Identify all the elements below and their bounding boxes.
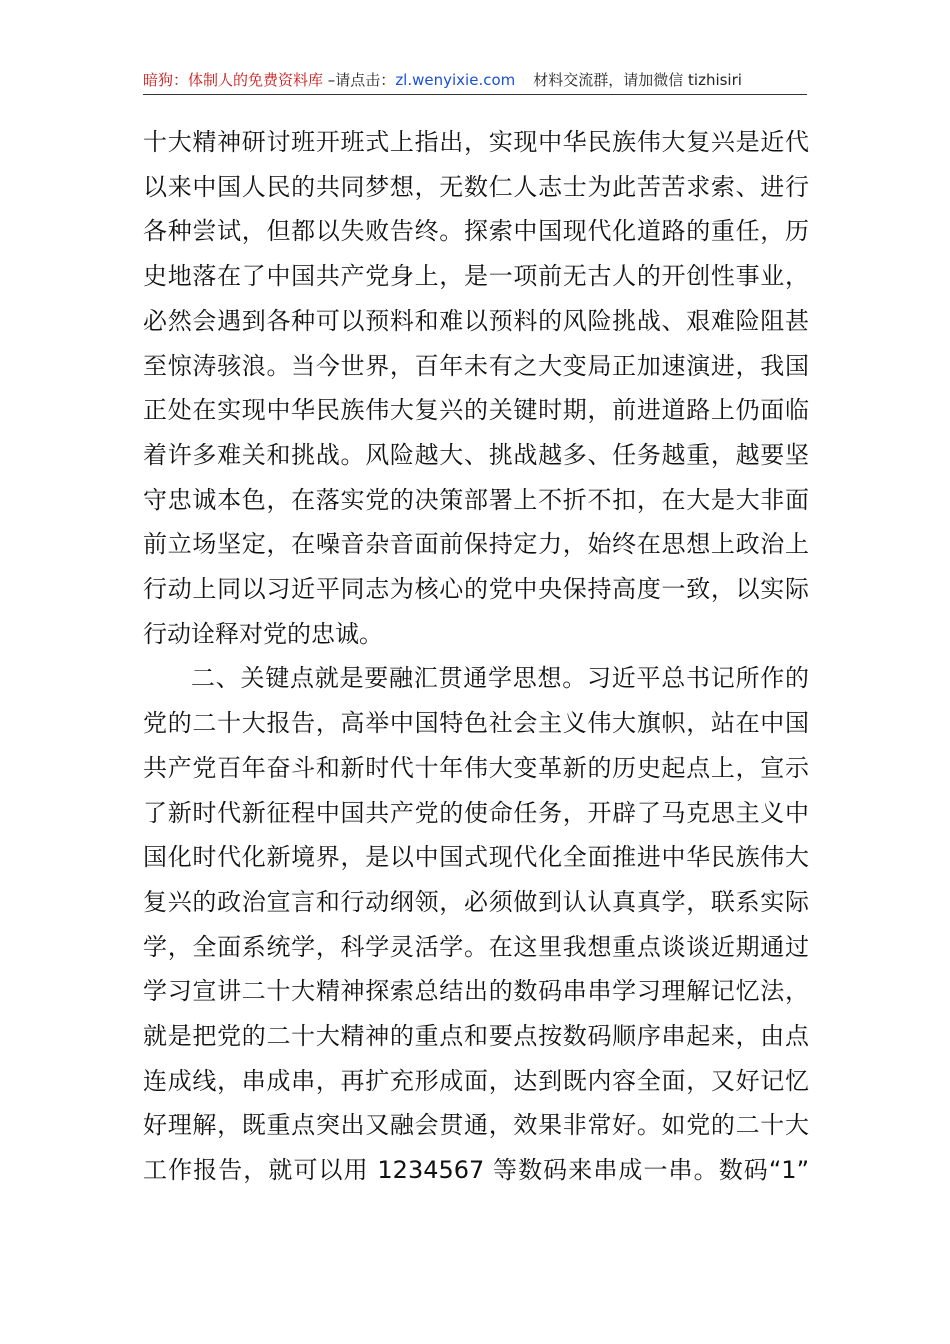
paragraph-2: 二、关键点就是要融汇贯通学思想。习近平总书记所作的党的二十大报告，高举中国特色社会主义伟大旗帜，站在中国共产党百年奋斗和新时代十年伟大变革新的历史起点上，宣示了新时代新征程中国共产党的使命任务，开辟了马克思主义中国化时代化新境界，是以中国式现代化全面推进中华民族伟大复兴的政治宣言和行动纲领，必须做到认认真真学，联系实际学，全面系统学，科学灵活学。在这里我想重点谈谈近期通过学习宣讲二十大精神探索总结出的数码串串学习理解记忆法，就是把党的二十大精神的重点和要点按数码顺序串起来，由点连成线，串成串，再扩充形成面，达到既内容全面，又好记忆好理解，既重点突出又融会贯通，效果非常好。如党的二十大工作报告，就可以用 1234567 等数码来串成一串。数码“1” xyxy=(143,664,809,1185)
paragraph-1: 十大精神研讨班开班式上指出，实现中华民族伟大复兴是近代以来中国人民的共同梦想，无数仁人志士为此苦苦求索、进行各种尝试，但都以失败告终。探索中国现代化道路的重任，历史地落在了中国共产党身上，是一项前无古人的开创性事业，必然会遇到各种可以预料和难以预料的风险挑战、艰难险阻甚至惊涛骇浪。当今世界，百年未有之大变局正加速演进，我国正处在实现中华民族伟大复兴的关键时期，前进道路上仍面临着许多难关和挑战。风险越大、挑战越多、任务越重，越要坚守忠诚本色，在落实党的决策部署上不折不扣，在大是大非面前立场坚定，在噪音杂音面前保持定力，始终在思想上政治上行动上同以习近平同志为核心的党中央保持高度一致，以实际行动诠释对党的忠诚。 xyxy=(143,128,809,648)
header-wechat-group: 材料交流群，请加微信 tizhisiri xyxy=(533,71,742,89)
document-body xyxy=(143,120,809,1193)
header-url-link[interactable]: zl.wenyixie.com xyxy=(395,71,516,89)
header-brand: 暗狗：体制人的免费资料库 xyxy=(143,71,324,89)
header-dash: – xyxy=(323,71,336,89)
page-header xyxy=(143,66,807,95)
header-prompt: 请点击： xyxy=(335,71,396,89)
